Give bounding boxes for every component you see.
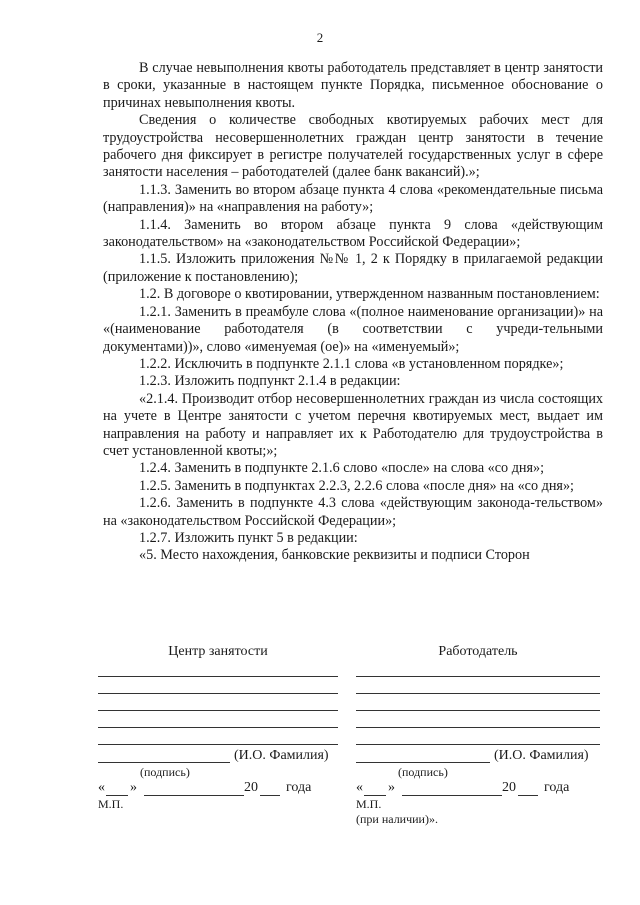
requisites-line bbox=[356, 710, 600, 711]
paragraph: 1.1.5. Изложить приложения №№ 1, 2 к Порядку в прилагаемой редакции (приложение к постановлению); bbox=[103, 251, 603, 285]
paragraph: 1.1.3. Заменить во втором абзаце пункта 4 слова «рекомендательные письма (направления)» на «направления на работу»; bbox=[103, 181, 603, 216]
paragraph: 1.1.4. Заменить во втором абзаце пункта 9 слова «действующим законодательством» на «законодательством Российской Федерации»; bbox=[103, 216, 603, 251]
year-line bbox=[518, 795, 538, 796]
day-line bbox=[364, 795, 386, 796]
year-suffix: года bbox=[286, 780, 312, 795]
requisites-line bbox=[98, 727, 338, 728]
page-number: 2 bbox=[316, 30, 324, 45]
requisites-line bbox=[356, 727, 600, 728]
requisites-line bbox=[98, 710, 338, 711]
fio-label: (И.О. Фамилия) bbox=[494, 748, 589, 763]
year-suffix: года bbox=[544, 780, 570, 795]
signature-caption: (подпись) bbox=[140, 765, 190, 779]
paragraph: 1.2.1. Заменить в преамбуле слова «(полное наименование организации)» на «(наименование работодателя (в соответствии с учреди-тельными документами))», слово «именуемая (ое)» на «именуемый»; bbox=[103, 303, 603, 355]
signature-line bbox=[98, 762, 230, 763]
paragraph: Сведения о количестве свободных квотируемых рабочих мест для трудоустройства несовершеннолетних граждан центр занятости в течение рабочего дня фиксирует в регистре получателей государственных услуг в сфере занятости населения – работодателей (далее банк вакансий).»; bbox=[103, 112, 603, 181]
paragraph: 1.2.4. Заменить в подпункте 2.1.6 слово «после» на слова «со дня»; bbox=[139, 460, 545, 477]
requisites-line bbox=[98, 693, 338, 694]
stamp-label: М.П. bbox=[98, 797, 124, 811]
fio-label: (И.О. Фамилия) bbox=[234, 748, 329, 763]
requisites-line bbox=[356, 693, 600, 694]
day-line bbox=[106, 795, 128, 796]
paragraph: «5. Место нахождения, банковские реквизиты и подписи Сторон bbox=[139, 547, 530, 564]
paragraph: 1.2.5. Заменить в подпунктах 2.2.3, 2.2.6 слова «после дня» на «со дня»; bbox=[139, 477, 574, 494]
date-close-quote: » bbox=[388, 780, 395, 795]
signature-line bbox=[356, 762, 490, 763]
paragraph: 1.2. В договоре о квотировании, утвержденном названным постановлением: bbox=[139, 286, 600, 303]
stamp-label: М.П. bbox=[356, 797, 382, 811]
year-prefix: 20 bbox=[502, 780, 516, 795]
year-prefix: 20 bbox=[244, 780, 258, 795]
date-open-quote: « bbox=[98, 780, 105, 795]
paragraph: «2.1.4. Производит отбор несовершеннолетних граждан из числа состоящих на учете в Центре занятости с учетом перечня квотируемых мест, выдает им направления на работу и направляет их к Работодателю для трудоустройства в счет установленной квоты;»; bbox=[103, 390, 603, 459]
right-party-title: Работодатель bbox=[438, 644, 518, 659]
month-line bbox=[144, 795, 244, 796]
date-close-quote: » bbox=[130, 780, 137, 795]
date-open-quote: « bbox=[356, 780, 363, 795]
stamp-note: (при наличии)». bbox=[356, 812, 438, 826]
month-line bbox=[402, 795, 502, 796]
left-party-title: Центр занятости bbox=[168, 644, 268, 659]
paragraph: 1.2.7. Изложить пункт 5 в редакции: bbox=[139, 529, 358, 546]
paragraph: 1.2.6. Заменить в подпункте 4.3 слова «действующим законода-тельством» на «законодательством Российской Федерации»; bbox=[103, 495, 603, 529]
requisites-line bbox=[356, 744, 600, 745]
year-line bbox=[260, 795, 280, 796]
paragraph: 1.2.3. Изложить подпункт 2.1.4 в редакции: bbox=[139, 373, 401, 390]
paragraph: 1.2.2. Исключить в подпункте 2.1.1 слова «в установленном порядке»; bbox=[139, 355, 564, 372]
signature-caption: (подпись) bbox=[398, 765, 448, 779]
requisites-line bbox=[356, 676, 600, 677]
requisites-line bbox=[98, 676, 338, 677]
requisites-line bbox=[98, 744, 338, 745]
paragraph: В случае невыполнения квоты работодатель представляет в центр занятости в сроки, указанные в настоящем пункте Порядка, письменное обоснование о причинах невыполнения квоты. bbox=[103, 60, 603, 111]
